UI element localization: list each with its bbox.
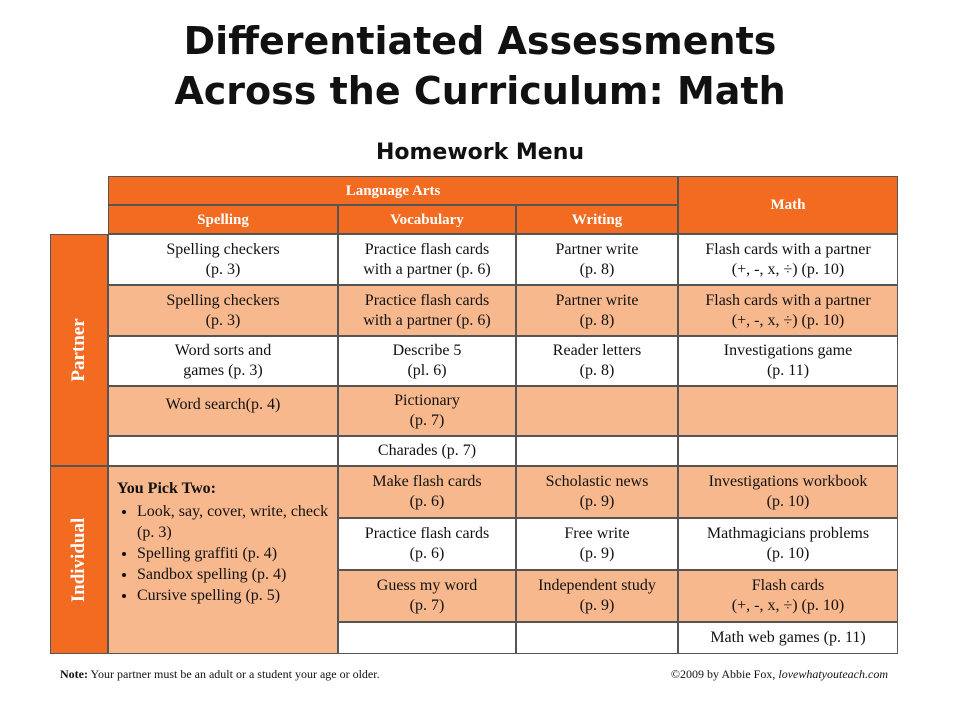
table-cell xyxy=(338,622,516,654)
you-pick-two-heading: You Pick Two: xyxy=(117,480,216,497)
table-cell xyxy=(678,386,898,436)
table-cell: Scholastic news (p. 9) xyxy=(516,466,678,518)
table-cell: Free write (p. 9) xyxy=(516,518,678,570)
table-cell: Practice flash cards with a partner (p. 6) xyxy=(338,234,516,285)
table-cell: Mathmagicians problems (p. 10) xyxy=(678,518,898,570)
table-cell: Independent study (p. 9) xyxy=(516,570,678,622)
table-cell: Describe 5 (pl. 6) xyxy=(338,336,516,386)
copyright-text: ©2009 by Abbie Fox, xyxy=(670,667,779,681)
pick-list xyxy=(117,501,331,606)
header-math: Math xyxy=(678,176,898,234)
side-label-individual xyxy=(50,466,108,654)
table-cell: Investigations game (p. 11) xyxy=(678,336,898,386)
table-cell: Guess my word (p. 7) xyxy=(338,570,516,622)
footer-copyright xyxy=(671,667,888,682)
table-cell: Word sorts and games (p. 3) xyxy=(108,336,338,386)
list-item: • Look, say, cover, write, check (p. 3) xyxy=(137,501,331,543)
copyright-site: lovewhatyouteach.com xyxy=(778,667,888,681)
table-cell: Word search(p. 4) xyxy=(108,386,338,436)
table-cell xyxy=(516,436,678,466)
table-cell: Partner write (p. 8) xyxy=(516,285,678,336)
table-cell: Spelling checkers (p. 3) xyxy=(108,285,338,336)
table-cell: Make flash cards (p. 6) xyxy=(338,466,516,518)
table-cell xyxy=(516,622,678,654)
table-cell: Math web games (p. 11) xyxy=(678,622,898,654)
table-cell xyxy=(108,436,338,466)
table-cell xyxy=(678,436,898,466)
table-cell: Investigations workbook (p. 10) xyxy=(678,466,898,518)
table-cell: Charades (p. 7) xyxy=(338,436,516,466)
table-cell: Flash cards with a partner (+, -, x, ÷) (p. 10) xyxy=(678,285,898,336)
list-item: • Sandbox spelling (p. 4) xyxy=(137,564,331,585)
footer-note xyxy=(60,667,380,682)
side-label-partner xyxy=(50,234,108,466)
table-cell: Pictionary (p. 7) xyxy=(338,386,516,436)
title-line-2: Across the Curriculum: Math xyxy=(174,69,786,113)
side-label-partner-text: Partner xyxy=(68,318,89,382)
table-cell: Practice flash cards (p. 6) xyxy=(338,518,516,570)
subtitle: Homework Menu xyxy=(375,140,585,165)
header-vocabulary: Vocabulary xyxy=(338,205,516,234)
list-item: • Cursive spelling (p. 5) xyxy=(137,585,331,606)
header-language-arts: Language Arts xyxy=(108,176,678,205)
table-cell: Reader letters (p. 8) xyxy=(516,336,678,386)
table-cell xyxy=(516,386,678,436)
side-label-individual-text: Individual xyxy=(68,517,89,603)
list-item: • Spelling graffiti (p. 4) xyxy=(137,543,331,564)
header-writing: Writing xyxy=(516,205,678,234)
header-spelling: Spelling xyxy=(108,205,338,234)
table-cell: Partner write (p. 8) xyxy=(516,234,678,285)
note-label: Note: xyxy=(60,667,88,681)
table-cell: Flash cards with a partner (+, -, x, ÷) (p. 10) xyxy=(678,234,898,285)
title-line-1: Differentiated Assessments xyxy=(183,19,777,63)
you-pick-two-box xyxy=(108,466,338,654)
table-cell: Spelling checkers (p. 3) xyxy=(108,234,338,285)
note-text: Your partner must be an adult or a student your age or older. xyxy=(87,667,380,681)
table-cell: Practice flash cards with a partner (p. 6) xyxy=(338,285,516,336)
table-cell: Flash cards (+, -, x, ÷) (p. 10) xyxy=(678,570,898,622)
